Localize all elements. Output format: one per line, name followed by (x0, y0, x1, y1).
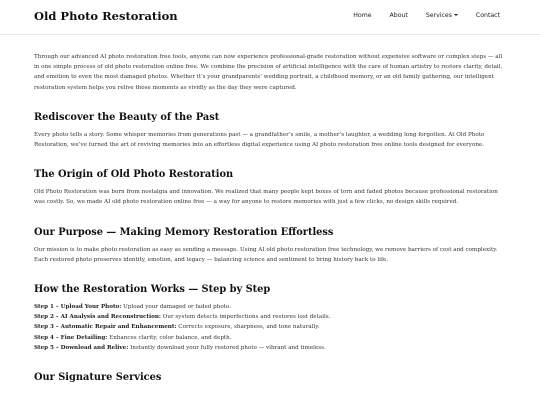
nav-link-about[interactable]: About (389, 12, 408, 19)
step-3-text: Corrects exposure, sharpness, and tone naturally. (176, 324, 320, 331)
nav-link-contact[interactable]: Contact (475, 12, 500, 19)
nav-dropdown-services[interactable] (426, 12, 458, 19)
section-body-rediscover: Every photo tells a story. Some whisper memories from generations past — a grandfather’s smile, a mother’s laughter, a wedding long forgotten. At Old Photo Restoration, we’ve turned the art of reviving memories into an effortless digital experience using AI photo restoration free online tools designed for everyone. (34, 131, 485, 149)
section-title-origin: The Origin of Old Photo Restoration (34, 169, 234, 181)
step-2-text: Our system detects imperfections and restores lost details. (161, 314, 331, 321)
steps-list (34, 302, 506, 353)
step-4-text: Enhances clarity, color balance, and depth. (107, 334, 232, 341)
caret-down-icon (454, 14, 458, 16)
section-title-rediscover: Rediscover the Beauty of the Past (34, 111, 220, 123)
intro-paragraph: Through our advanced AI photo restoration free tools, anyone can now experience professional-grade restoration without expensive software or complex steps — all in one simple process of old photo restoration online free. We combine the precision of artificial intelligence with the care of human artistry to restore clarity, detail, and emotion to even the most damaged photos. Whether it’s your grandparents’ wedding portrait, a childhood memory, or an old family gathering, our intelligent restoration system helps you relive those moments as vividly as the day they were captured. (34, 54, 503, 91)
step-4 (34, 333, 506, 343)
step-3 (34, 322, 506, 332)
section-body-origin: Old Photo Restoration was born from nostalgia and innovation. We realized that many people kept boxes of torn and faded photos because professional restoration was costly. So, we made AI old photo restoration online free — a way for anyone to restore memories with just a few clicks, no design skills required. (34, 189, 498, 206)
step-2-label: Step 2 – AI Analysis and Reconstruction: (34, 314, 161, 321)
step-2 (34, 312, 506, 322)
step-3-label: Step 3 – Automatic Repair and Enhancement: (34, 324, 177, 331)
step-4-label: Step 4 – Fine Detailing: (34, 334, 108, 341)
section-body-purpose: Our mission is to make photo restoration as easy as sending a message. Using AI old photo restoration free technology, we remove barriers of cost and complexity. Each restored photo preserves identity, emotion, and legacy — balancing science and sentiment to bring history back to life. (34, 246, 498, 263)
step-5-text: Instantly download your fully restored photo — vibrant and timeless. (128, 344, 326, 351)
brand-logo[interactable]: Old Photo Restoration (34, 9, 178, 23)
step-1-text: Upload your damaged or faded photo. (121, 304, 231, 311)
step-1 (34, 302, 506, 312)
step-5 (34, 343, 506, 353)
nav-links (353, 12, 500, 19)
top-navbar (0, 0, 540, 35)
step-5-label: Step 5 – Download and Relive: (34, 344, 129, 351)
section-title-purpose: Our Purpose — Making Memory Restoration Effortless (34, 226, 334, 238)
nav-link-services-label: Services (425, 12, 452, 19)
step-1-label: Step 1 – Upload Your Photo: (34, 304, 122, 311)
nav-link-home[interactable]: Home (353, 12, 372, 19)
main-content (34, 52, 506, 390)
section-title-how: How the Restoration Works — Step by Step (34, 284, 271, 296)
section-title-signature: Our Signature Services (34, 372, 162, 384)
